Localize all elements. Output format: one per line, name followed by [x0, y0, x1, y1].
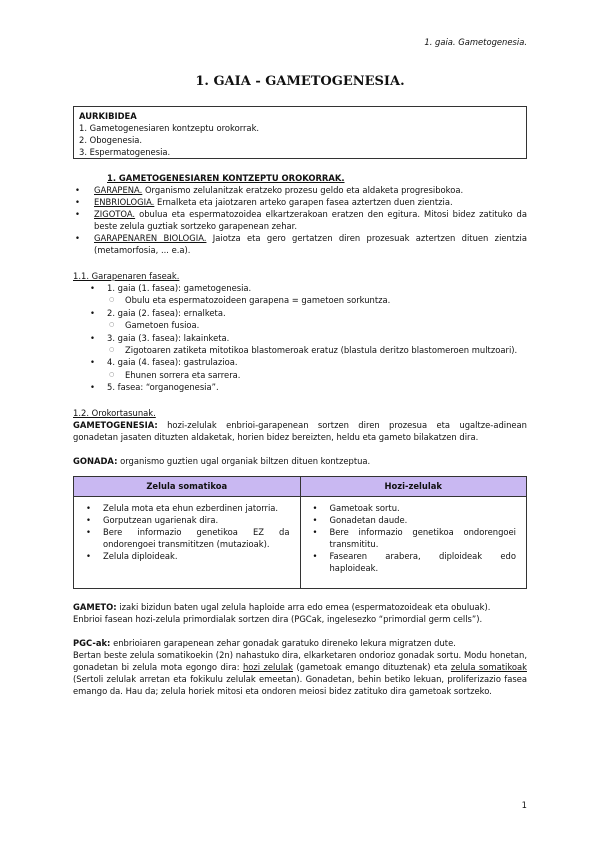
index-box [73, 106, 527, 159]
list-item: • Gorputzean ugarienak dira. [84, 514, 290, 526]
index-heading: AURKIBIDEA [79, 111, 137, 121]
definition-list [73, 184, 527, 256]
list-item: • Bere informazio genetikoa EZ da ondorengoei transmititzen (mutazioak). [84, 526, 290, 550]
subsection-heading: 1.1. Garapenaren faseak. [73, 271, 180, 281]
paragraph-gameto [73, 601, 527, 613]
phase-item: • 1. gaia (1. fasea): gametogenesia. [73, 282, 527, 294]
list-item: • Zelula mota eta ehun ezberdinen jatorria. [84, 502, 290, 514]
list-item: • Zelula diploideak. [84, 550, 290, 562]
list-item: • Bere informazio genetikoa ondorengoei transmititu. [311, 526, 517, 550]
list-item: • Gonadetan daude. [311, 514, 517, 526]
section-heading: 1. GAMETOGENESIAREN KONTZEPTU OROKORRAK. [107, 173, 345, 183]
term: ZIGOTOA. [94, 209, 136, 219]
page-number: 1 [521, 800, 527, 810]
list-item: • Fasearen arabera, diploideak edo haploideak. [311, 550, 517, 574]
table-header: Hozi-zelulak [300, 476, 527, 496]
list-item [73, 184, 527, 196]
paragraph-gametogenesia [73, 419, 527, 443]
list-item [73, 196, 527, 208]
term: GARAPENAREN BIOLOGIA. [94, 233, 207, 243]
paragraph-gonada [73, 455, 527, 467]
main-content [73, 172, 527, 697]
list-item [73, 232, 527, 256]
definition: enbrioiaren garapenean zehar gonadak garatuko direneko lekura migratzen dute. [110, 637, 456, 648]
phase-item: • 4. gaia (4. fasea): gastrulazioa. [73, 356, 527, 368]
underlined-term: zelula somatikoak [450, 661, 527, 672]
phase-item: • 2. gaia (2. fasea): ernalketa. [73, 307, 527, 319]
paragraph-pgc-2 [73, 649, 527, 697]
term: PGC-ak: [73, 637, 111, 648]
phase-subitem: ○ Zigotoaren zatiketa mitotikoa blastomeroak eratuz (blastula deritzo blastomeroen multzoari). [73, 344, 527, 356]
phase-subitem: ○ Ehunen sorrera eta sarrera. [73, 369, 527, 381]
paragraph-pgc [73, 637, 527, 649]
list-item: • Gametoak sortu. [311, 502, 517, 514]
term: ENBRIOLOGIA. [94, 197, 155, 207]
comparison-table [73, 476, 527, 589]
term: GONADA: [73, 455, 118, 466]
definition: hozi-zelulak enbrioi-garapenean sortzen diren prozesua eta ugaltze-adinean gonadetan jasaten dituzten aldaketak, horien bidez bereizten, heldu eta gameto bilakatzen dira. [73, 419, 527, 442]
phase-item: • 5. fasea: “organogenesia”. [73, 381, 527, 393]
term: GAMETOGENESIA: [73, 419, 158, 430]
text: (gametoak emango dituztenak) eta [293, 661, 451, 672]
definition: Organismo zelulanitzak eratzeko prozesu geldo eta aldaketa progresibokoa. [142, 185, 464, 195]
definition: obulua eta espermatozoidea elkartzerakoan eratzen den egitura. Mitosi bidez zatituko da beste zelula guztiak sortzeko garapenean zehar. [94, 209, 527, 231]
underlined-term: hozi zelulak [242, 661, 293, 672]
index-item: 3. Espermatogenesia. [79, 147, 171, 157]
phases-list [73, 282, 527, 394]
subsection-heading: 1.2. Orokortasunak. [73, 407, 156, 418]
running-header: 1. gaia. Gametogenesia. [424, 37, 527, 47]
definition: organismo guztien ugal organiak biltzen dituen kontzeptua. [117, 455, 371, 466]
text: Bertan beste zelula somatikoekin (2n) nahastuko dira, elkarketaren ondorioz gonadak sortu. Modu honetan, gonadetan bi zelula mota egongo dira: [73, 649, 527, 672]
table-cell [74, 496, 301, 588]
index-item: 2. Obogenesia. [79, 135, 143, 145]
text: (Sertoli zelulak arretan eta fokikulu zelulak emeetan). Gonadetan, behin betiko lekuan, proliferizazio fasea emango da. Hau da; zelula horiek mitosi eta ondoren meiosi bidez zatituko dira gametoak sortzeko. [73, 673, 527, 696]
paragraph-gameto-2: Enbrioi fasean hozi-zelula primordialak sortzen dira (PGCak, ingelesezko “primordial germ cells”). [73, 613, 483, 624]
definition: Ernalketa eta jaiotzaren arteko garapen fasea aztertzen duen zientzia. [154, 197, 453, 207]
phase-subitem: ○ Obulu eta espermatozoideen garapena = gametoen sorkuntza. [73, 294, 527, 306]
page-title: 1. GAIA - GAMETOGENESIA. [195, 74, 405, 89]
table-header: Zelula somatikoa [74, 476, 301, 496]
index-item: 1. Gametogenesiaren kontzeptu orokorrak. [79, 123, 260, 133]
table-cell [300, 496, 527, 588]
list-item [73, 208, 527, 232]
phase-item: • 3. gaia (3. fasea): lakainketa. [73, 332, 527, 344]
term: GAMETO: [73, 601, 117, 612]
definition: izaki bizidun baten ugal zelula haploide arra edo emea (espermatozoideak eta obuluak). [116, 601, 491, 612]
phase-subitem: ○ Gametoen fusioa. [73, 319, 527, 331]
definition: Jaiotza eta gero gertatzen diren prozesuak aztertzen dituen zientzia (metamorfosia, ... e.a). [94, 233, 527, 255]
term: GARAPENA. [94, 185, 143, 195]
